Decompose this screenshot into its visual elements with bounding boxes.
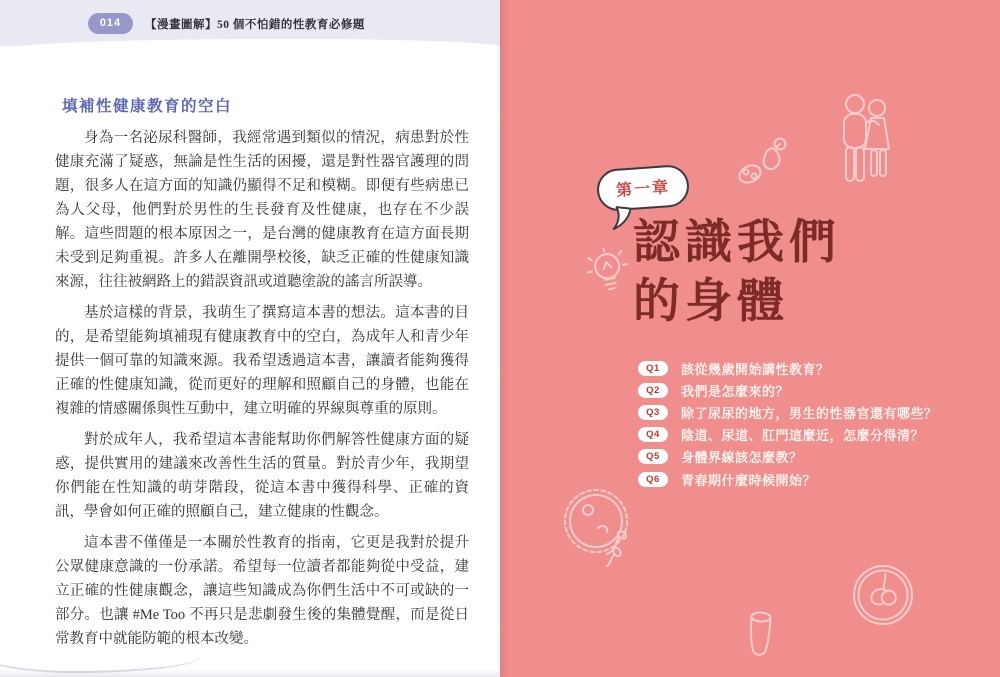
anatomy-doodle-icon: [736, 136, 796, 188]
chapter-title-line-1: 認識我們: [633, 217, 841, 269]
paragraph-2: 基於這樣的背景，我萌生了撰寫這本書的想法。這本書的目的，是希望能夠填補現有健康教育中的空白，為成年人和青少年提供一個可靠的知識來源。我希望透過這本書，讓讀者能夠獲得正確的性健康知識，從而更好的理解和照顧自己的身體，也能在複雜的情感關係與性互動中，建立明確的界線與尊重的原則。: [55, 305, 469, 417]
question-number-badge: Q4: [638, 427, 668, 442]
question-item-3: [638, 401, 938, 423]
embryo-icon: [847, 559, 920, 632]
chapter-label: 第一章: [615, 179, 671, 200]
question-text: 該從幾歲開始講性教育？: [681, 361, 830, 377]
question-text: 青春期什麼時候開始？: [681, 472, 817, 488]
question-item-2: [638, 379, 938, 401]
chapter-title-line-2: 的身體: [633, 276, 789, 328]
right-page: [500, 0, 1000, 677]
condom-icon: [745, 609, 776, 660]
question-item-4: [638, 424, 938, 446]
section-heading: 填補性健康教育的空白: [62, 98, 233, 115]
left-page-sheet: [0, 46, 500, 677]
question-text: 陰道、尿道、肛門這麼近，怎麼分得清？: [681, 428, 925, 444]
body-text: [55, 126, 469, 658]
book-title: 【漫畫圖解】50 個不怕錯的性教育必修題: [145, 19, 365, 31]
couple-icon: [838, 92, 894, 188]
question-item-1: [638, 357, 938, 379]
paragraph-3: 對於成年人，我希望這本書能幫助你們解答性健康方面的疑惑，提供實用的建議來改善性生活的質量。對於青少年，我期望你們能在性知識的萌芽階段，從這本書中獲得科學、正確的資訊，學會如何正確的照顧自己，建立健康的性觀念。: [55, 432, 469, 520]
paragraph-1: 身為一名泌尿科醫師，我經常遇到類似的情況，病患對於性健康充滿了疑惑，無論是性生活的困擾，還是對性器官護理的問題，很多人在這方面的知識仍顯得不足和模糊。即便有些病患已為人父母，他們對於男性的生長發育及性健康，也存在不少誤解。這些問題的根本原因之一，是台灣的健康教育在這方面長期未受到足夠重視。許多人在離開學校後，缺乏正確的性健康知識來源，往往被網路上的錯誤資訊或道聽塗說的謠言所誤導。: [55, 130, 469, 290]
lightbulb-icon: [580, 242, 637, 308]
question-item-5: [638, 446, 938, 468]
question-text: 身體界線該怎麼教？: [681, 450, 803, 466]
chapter-title: [633, 214, 841, 332]
question-text: 我們是怎麼來的？: [681, 383, 790, 399]
question-number-badge: Q1: [638, 361, 668, 376]
question-number-badge: Q3: [638, 405, 668, 420]
question-number-badge: Q5: [638, 449, 668, 464]
question-number-badge: Q6: [638, 472, 668, 487]
paragraph-4: 這本書不僅僅是一本關於性教育的指南，它更是我對於提升公眾健康意識的一份承諾。希望每一位讀者都能夠從中受益，建立正確的性健康觀念，讓這些知識成為你們生活中不可或缺的一部分。也讓 #Me Too 不再只是悲劇發生後的集體覺醒，而是從日常教育中就能防範的根本改變。: [55, 535, 469, 647]
question-number-badge: Q2: [638, 383, 668, 398]
page-number-badge: 014: [88, 13, 133, 34]
question-list: [638, 357, 938, 490]
ovum-sperm-icon: [558, 484, 646, 570]
question-item-6: [638, 468, 938, 490]
chapter-speech-bubble: [596, 164, 691, 212]
question-text: 除了尿尿的地方，男生的性器官還有哪些？: [681, 405, 938, 421]
